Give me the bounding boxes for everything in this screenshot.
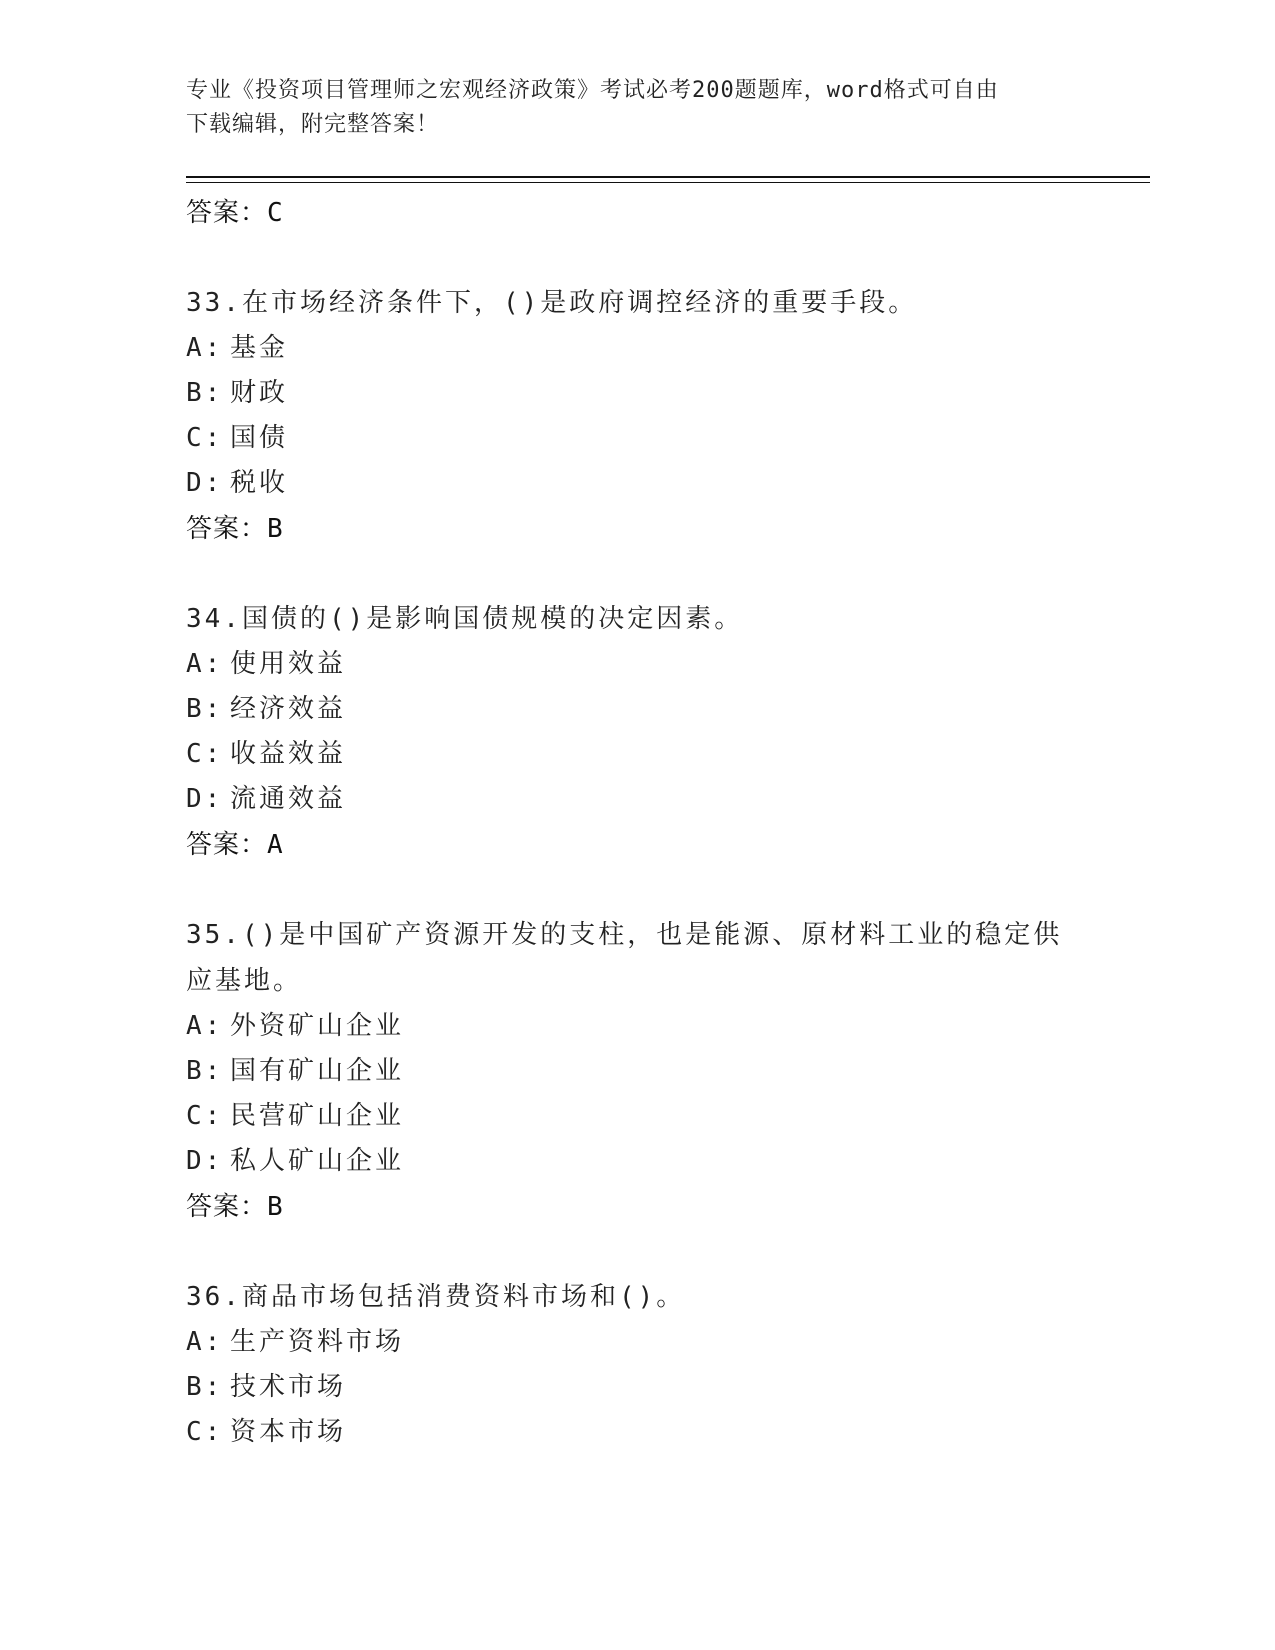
option-c xyxy=(186,1410,1086,1455)
option-text: 技术市场 xyxy=(230,1372,347,1402)
option-a xyxy=(186,1004,1086,1049)
question-text: 36.商品市场包括消费资料市场和()。 xyxy=(186,1282,686,1312)
option-a xyxy=(186,1320,1086,1365)
option-c xyxy=(186,732,1086,777)
option-letter: B: xyxy=(186,694,224,724)
option-c xyxy=(186,416,1086,461)
option-letter: A: xyxy=(186,333,224,363)
option-text: 收益效益 xyxy=(230,739,347,769)
option-d xyxy=(186,1139,1086,1184)
option-d xyxy=(186,461,1086,506)
question-34 xyxy=(186,596,1086,868)
option-letter: A: xyxy=(186,1011,224,1041)
option-letter: C: xyxy=(186,1101,224,1131)
previous-answer: 答案：C xyxy=(186,198,284,228)
header-rule-thin xyxy=(186,182,1150,183)
option-text: 经济效益 xyxy=(230,694,347,724)
option-text: 外资矿山企业 xyxy=(230,1011,405,1041)
header-line-1: 专业《投资项目管理师之宏观经济政策》考试必考200题题库，word格式可自由 xyxy=(186,78,999,103)
option-d xyxy=(186,777,1086,822)
option-text: 财政 xyxy=(230,378,289,408)
option-letter: D: xyxy=(186,784,224,814)
question-text: 35.()是中国矿产资源开发的支柱，也是能源、原材料工业的稳定供应基地。 xyxy=(186,920,1063,996)
option-letter: D: xyxy=(186,1146,224,1176)
option-letter: A: xyxy=(186,649,224,679)
answer: 答案：A xyxy=(186,830,284,860)
document-header xyxy=(186,74,1066,142)
option-text: 国有矿山企业 xyxy=(230,1056,405,1086)
option-b xyxy=(186,1049,1086,1094)
option-letter: B: xyxy=(186,1372,224,1402)
option-a xyxy=(186,642,1086,687)
question-35 xyxy=(186,912,1086,1230)
option-text: 资本市场 xyxy=(230,1417,347,1447)
option-a xyxy=(186,326,1086,371)
option-letter: B: xyxy=(186,378,224,408)
option-text: 流通效益 xyxy=(230,784,347,814)
answer: 答案：B xyxy=(186,514,284,544)
option-b xyxy=(186,1365,1086,1410)
option-letter: B: xyxy=(186,1056,224,1086)
question-36 xyxy=(186,1274,1086,1455)
question-text: 33.在市场经济条件下，()是政府调控经济的重要手段。 xyxy=(186,288,918,318)
question-33 xyxy=(186,280,1086,552)
option-b xyxy=(186,371,1086,416)
option-text: 私人矿山企业 xyxy=(230,1146,405,1176)
option-text: 税收 xyxy=(230,468,289,498)
option-letter: D: xyxy=(186,468,224,498)
option-text: 基金 xyxy=(230,333,289,363)
question-text: 34.国债的()是影响国债规模的决定因素。 xyxy=(186,604,744,634)
option-text: 国债 xyxy=(230,423,289,453)
header-line-2: 下载编辑，附完整答案！ xyxy=(186,112,440,137)
option-text: 生产资料市场 xyxy=(230,1327,405,1357)
option-text: 民营矿山企业 xyxy=(230,1101,405,1131)
option-letter: A: xyxy=(186,1327,224,1357)
question-list xyxy=(186,190,1086,1455)
option-letter: C: xyxy=(186,739,224,769)
answer: 答案：B xyxy=(186,1192,284,1222)
header-rule-thick xyxy=(186,176,1150,178)
option-c xyxy=(186,1094,1086,1139)
option-letter: C: xyxy=(186,423,224,453)
option-b xyxy=(186,687,1086,732)
option-text: 使用效益 xyxy=(230,649,347,679)
option-letter: C: xyxy=(186,1417,224,1447)
